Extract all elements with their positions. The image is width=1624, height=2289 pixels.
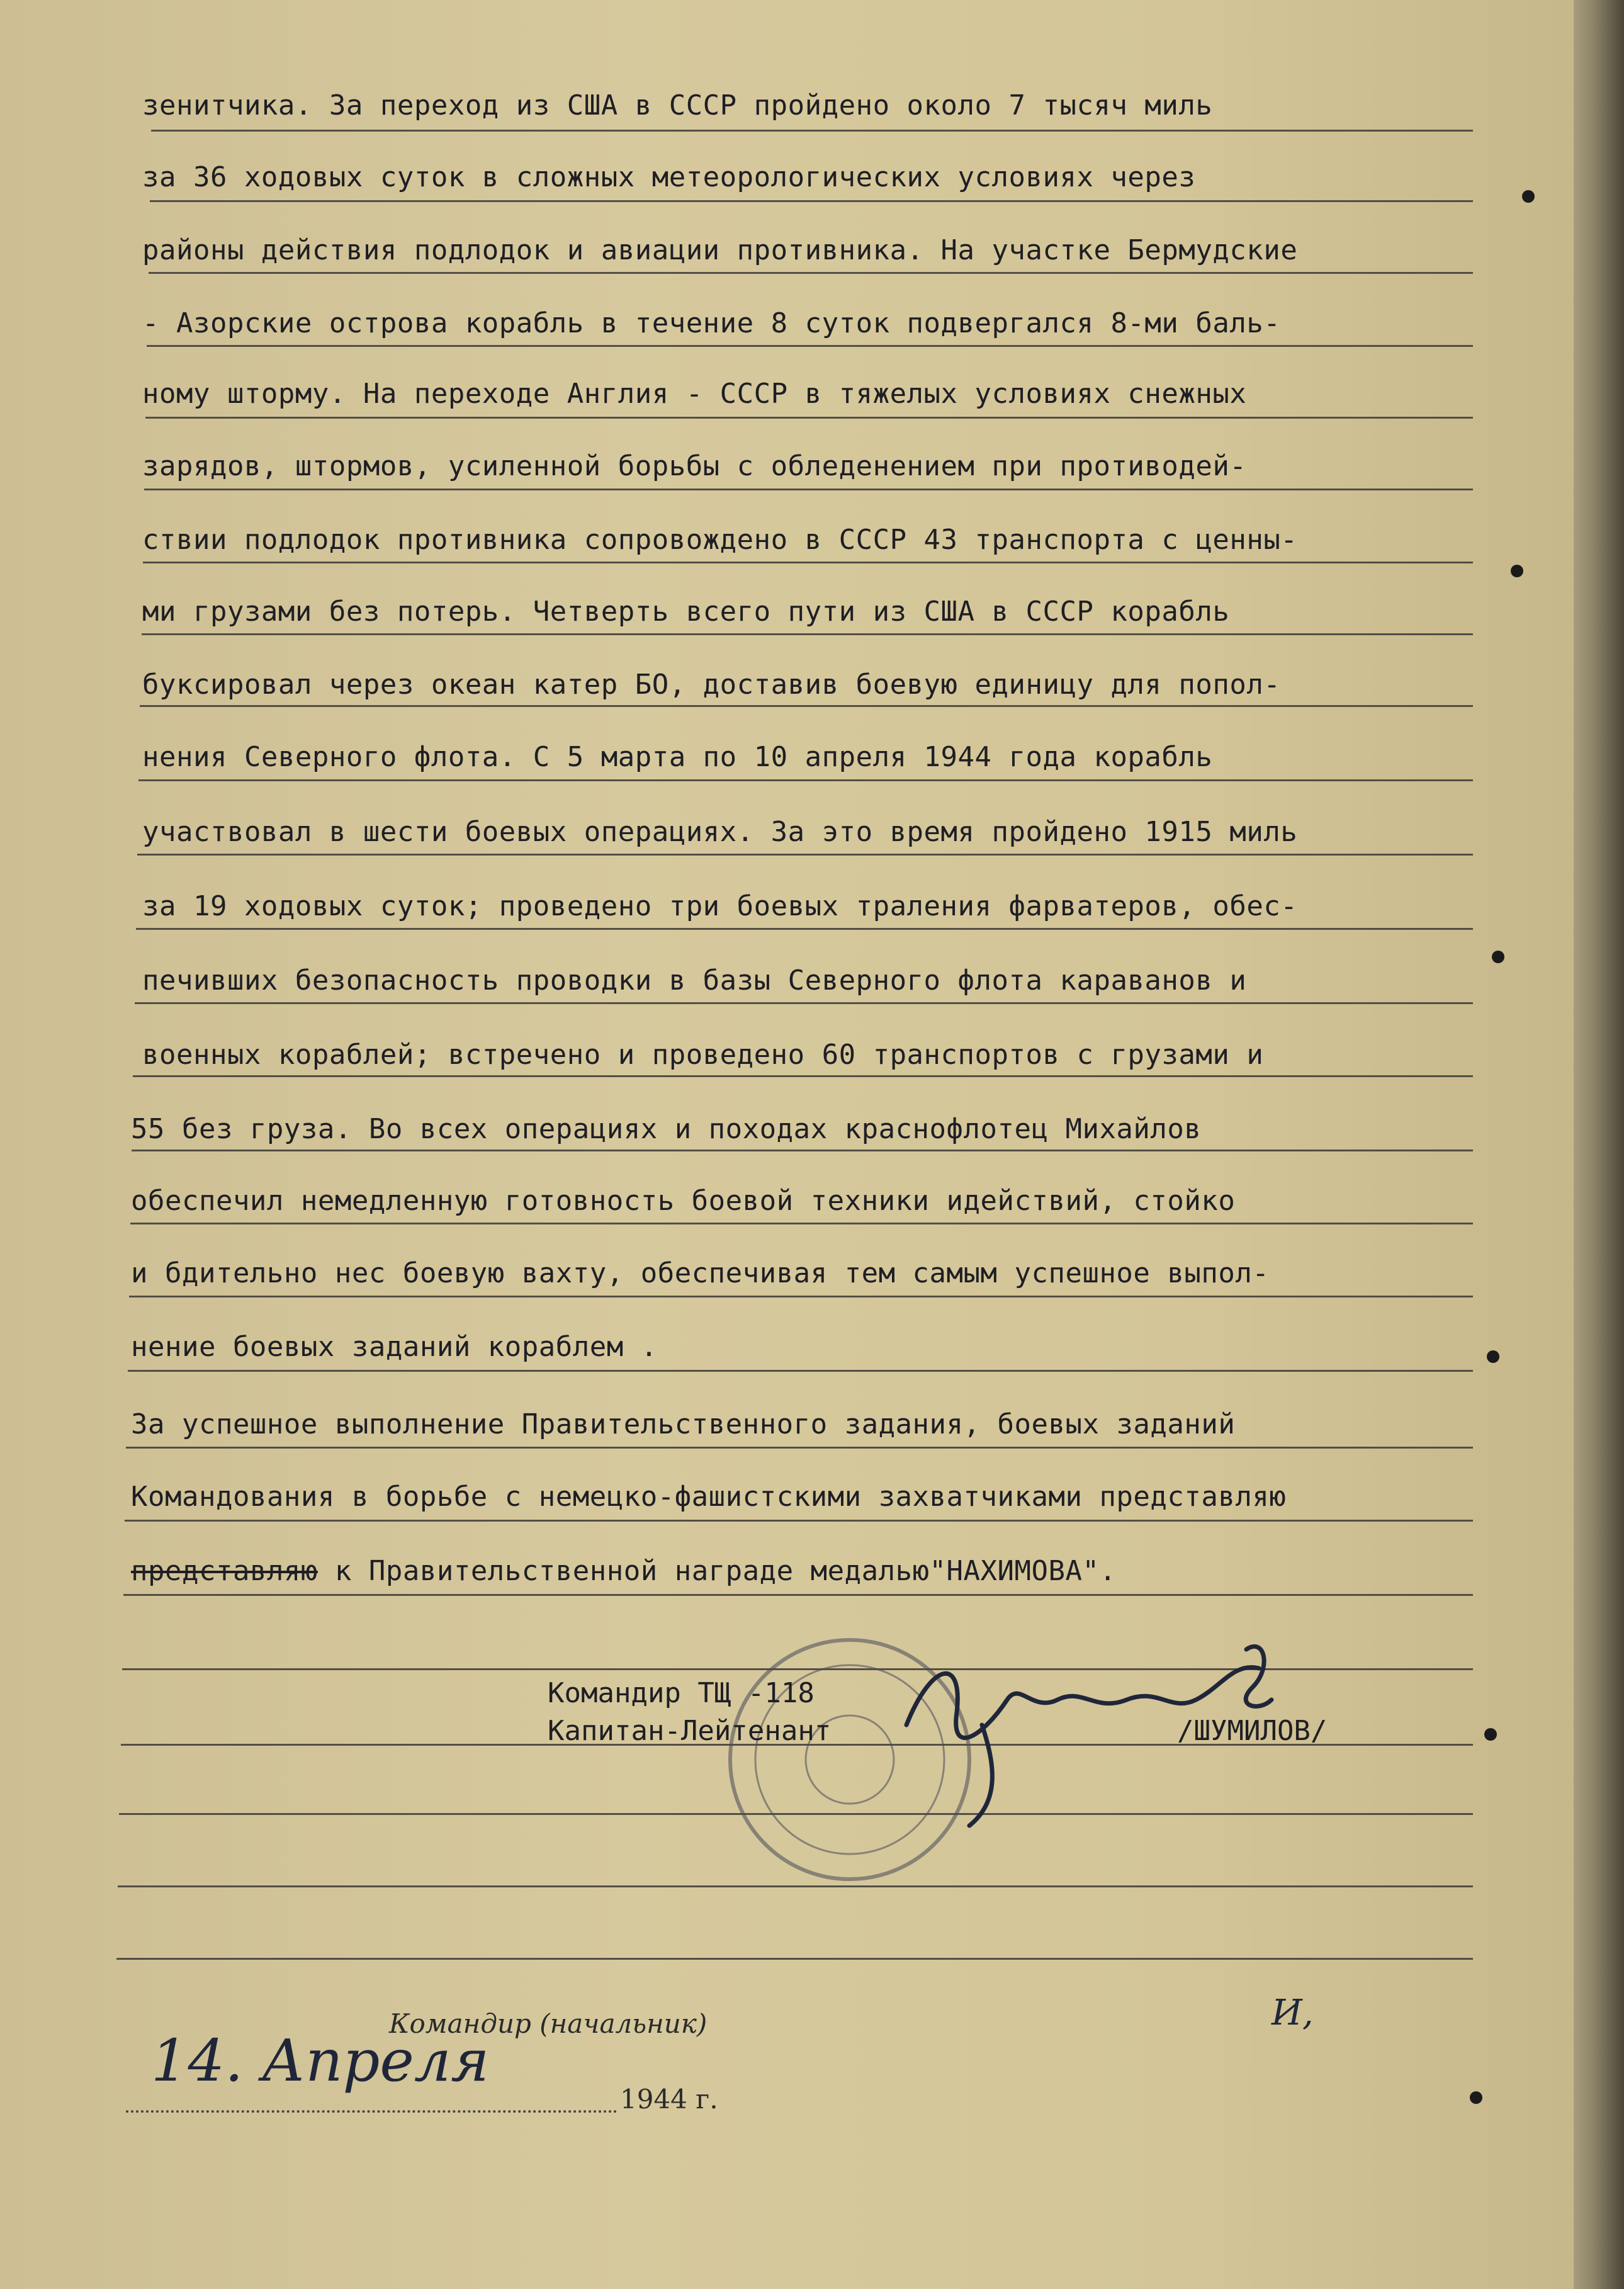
- body-line: за 19 ходовых суток; проведено три боевых траления фарватеров, обес-: [142, 890, 1298, 922]
- body-line: буксировал через океан катер БО, доставив боевую единицу для попол-: [142, 669, 1281, 701]
- body-line: обеспечил немедленную готовность боевой техники идействий, стойко: [131, 1185, 1236, 1217]
- handwritten-date: 14. Апреля: [151, 2027, 490, 2094]
- date-dotted-line: [126, 2110, 617, 2113]
- body-line: 55 без груза. Во всех операциях и походах краснофлотец Михайлов: [131, 1113, 1202, 1145]
- body-line: За успешное выполнение Правительственного задания, боевых заданий: [131, 1408, 1236, 1440]
- award-text: к Правительственной награде медалью"НАХИМОВА".: [317, 1555, 1117, 1587]
- form-label: Командир (начальник): [389, 2008, 708, 2039]
- body-line: участвовал в шести боевых операциях. За это время пройдено 1915 миль: [142, 816, 1298, 848]
- body-line: и бдительно нес боевую вахту, обеспечивая тем самым успешное выпол-: [131, 1257, 1270, 1289]
- body-line: нения Северного флота. С 5 марта по 10 апреля 1944 года корабль: [142, 741, 1213, 773]
- signer-rank: Капитан-Лейтенант: [548, 1715, 832, 1747]
- handwritten-mark: И,: [1272, 1992, 1314, 2033]
- body-line: ному шторму. На переходе Англия - СССР в тяжелых условиях снежных: [142, 378, 1247, 410]
- signature-block: [548, 1675, 831, 1750]
- body-line: за 36 ходовых суток в сложных метеорологических условиях через: [142, 161, 1196, 193]
- body-line: ми грузами без потерь. Четверть всего пути из США в СССР корабль: [142, 596, 1230, 628]
- signer-position: Командир ТЩ -118: [548, 1677, 815, 1709]
- body-line: - Азорские острова корабль в течение 8 суток подвергался 8-ми баль-: [142, 307, 1281, 339]
- body-line: ствии подлодок противника сопровождено в СССР 43 транспорта с ценны-: [142, 524, 1298, 556]
- body-line: нение боевых заданий кораблем .: [131, 1331, 658, 1363]
- body-line: зарядов, штормов, усиленной борьбы с обледенением при противодей-: [142, 450, 1247, 482]
- body-line: печивших безопасность проводки в базы Северного флота караванов и: [142, 964, 1247, 997]
- form-year: 1944 г.: [620, 2084, 718, 2115]
- signer-name: /ШУМИЛОВ/: [1177, 1715, 1328, 1747]
- body-line: районы действия подлодок и авиации противника. На участке Бермудские: [142, 234, 1298, 266]
- body-line: Командования в борьбе с немецко-фашистскими захватчиками представляю: [131, 1481, 1287, 1513]
- struck-word: представляю: [131, 1555, 318, 1587]
- body-line: зенитчика. За переход из США в СССР пройдено около 7 тысяч миль: [142, 89, 1213, 122]
- body-line: военных кораблей; встречено и проведено 60 транспортов с грузами и: [142, 1039, 1264, 1071]
